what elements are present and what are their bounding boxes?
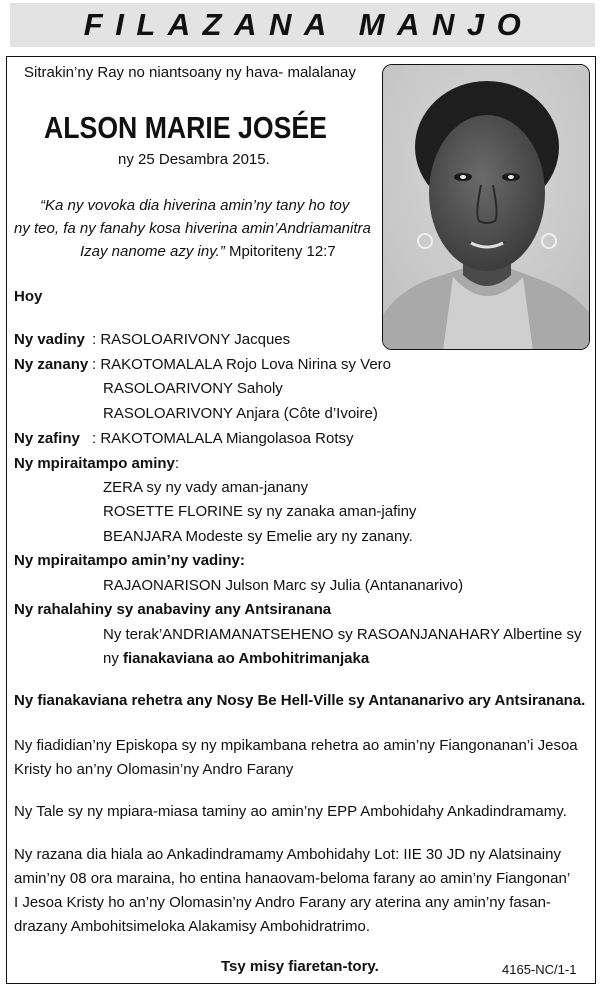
death-date: ny 25 Desambra 2015. [118, 151, 270, 168]
header-banner [10, 3, 595, 47]
value-rahalahiny [103, 650, 369, 668]
label-vadiny: Ny vadiny [14, 331, 85, 348]
value-zanany: RASOLOARIVONY Anjara (Côte d’Ivoire) [103, 405, 378, 422]
value-zafiny: : RAKOTOMALALA Miangolasoa Rotsy [92, 430, 354, 447]
fianakaviana-text: fianakaviana ao Ambohitrimanjaka [123, 650, 370, 667]
label-zanany: Ny zanany [14, 356, 89, 373]
paragraph-razana: amin’ny 08 ora maraina, ho entina hanaovam-beloma farany ao amin’ny Fiangonan’ [14, 870, 571, 887]
paragraph-tale: Ny Tale sy ny mpiara-miasa taminy ao amin’ny EPP Ambohidahy Ankadindramamy. [14, 803, 567, 820]
fianakaviana-line: Ny fianakaviana rehetra any Nosy Be Hell-Ville sy Antananarivo ary Antsiranana. [14, 692, 586, 709]
verse-line: ny teo, fa ny fanahy kosa hiverina amin’Andriamanitra [14, 220, 371, 237]
closing-line: Tsy misy fiaretan-tory. [221, 958, 379, 975]
portrait-photo [382, 64, 590, 350]
header-title: FILAZANA MANJO [83, 7, 534, 42]
value-mpiraitampo: BEANJARA Modeste sy Emelie ary ny zanany. [103, 528, 413, 545]
value-mpiraitampo: ROSETTE FLORINE sy ny zanaka aman-jafiny [103, 503, 417, 520]
value-zanany: RASOLOARIVONY Saholy [103, 380, 283, 397]
verse-reference: Mpitoriteny 12:7 [228, 243, 336, 260]
verse-line [80, 243, 336, 261]
label-colon: : [174, 455, 180, 472]
label-text: Ny mpiraitampo aminy [14, 455, 175, 472]
paragraph-episkopa: Ny fiadidian’ny Episkopa sy ny mpikambana rehetra ao amin’ny Fiangonanan’i Jesoa [14, 737, 578, 754]
value-mpiraitampo-vadiny: RAJAONARISON Julson Marc sy Julia (Antananarivo) [103, 577, 464, 594]
label-mpiraitampo-vadiny: Ny mpiraitampo amin’ny vadiny: [14, 552, 245, 569]
verse-text: Izay nanome azy iny.” [80, 243, 225, 260]
paragraph-razana: I Jesoa Kristy ho an’ny Olomasin’ny Andro Farany ary aterina any amin’ny fasan- [14, 894, 551, 911]
value-zanany: : RAKOTOMALALA Rojo Lova Nirina sy Vero [92, 356, 392, 373]
deceased-name: ALSON MARIE JOSÉE [44, 110, 327, 145]
greeting: Hoy [14, 288, 43, 305]
value-vadiny: : RASOLOARIVONY Jacques [92, 331, 291, 348]
label-mpiraitampo-aminy [14, 455, 179, 473]
label-zafiny: Ny zafiny [14, 430, 80, 447]
paragraph-episkopa: Kristy ho an’ny Olomasin’ny Andro Farany [14, 761, 294, 778]
value-rahalahiny: Ny terak’ANDRIAMANATSEHENO sy RASOANJANAHARY Albertine sy [103, 626, 582, 643]
paragraph-razana: Ny razana dia hiala ao Ankadindramamy Ambohidahy Lot: IIE 30 JD ny Alatsinainy [14, 846, 561, 863]
value-mpiraitampo: ZERA sy ny vady aman-janany [103, 479, 309, 496]
ad-reference: 4165-NC/1-1 [502, 962, 577, 977]
intro-text: Sitrakin’ny Ray no niantsoany ny hava- malalanay [24, 64, 356, 81]
paragraph-razana: drazany Ambohitsimeloka Alakamisy Ambohidratrimo. [14, 918, 370, 935]
label-rahalahiny: Ny rahalahiny sy anabaviny any Antsiranana [14, 601, 332, 618]
prefix-text: ny [103, 650, 119, 667]
verse-line: “Ka ny vovoka dia hiverina amin’ny tany ho toy [40, 197, 350, 214]
